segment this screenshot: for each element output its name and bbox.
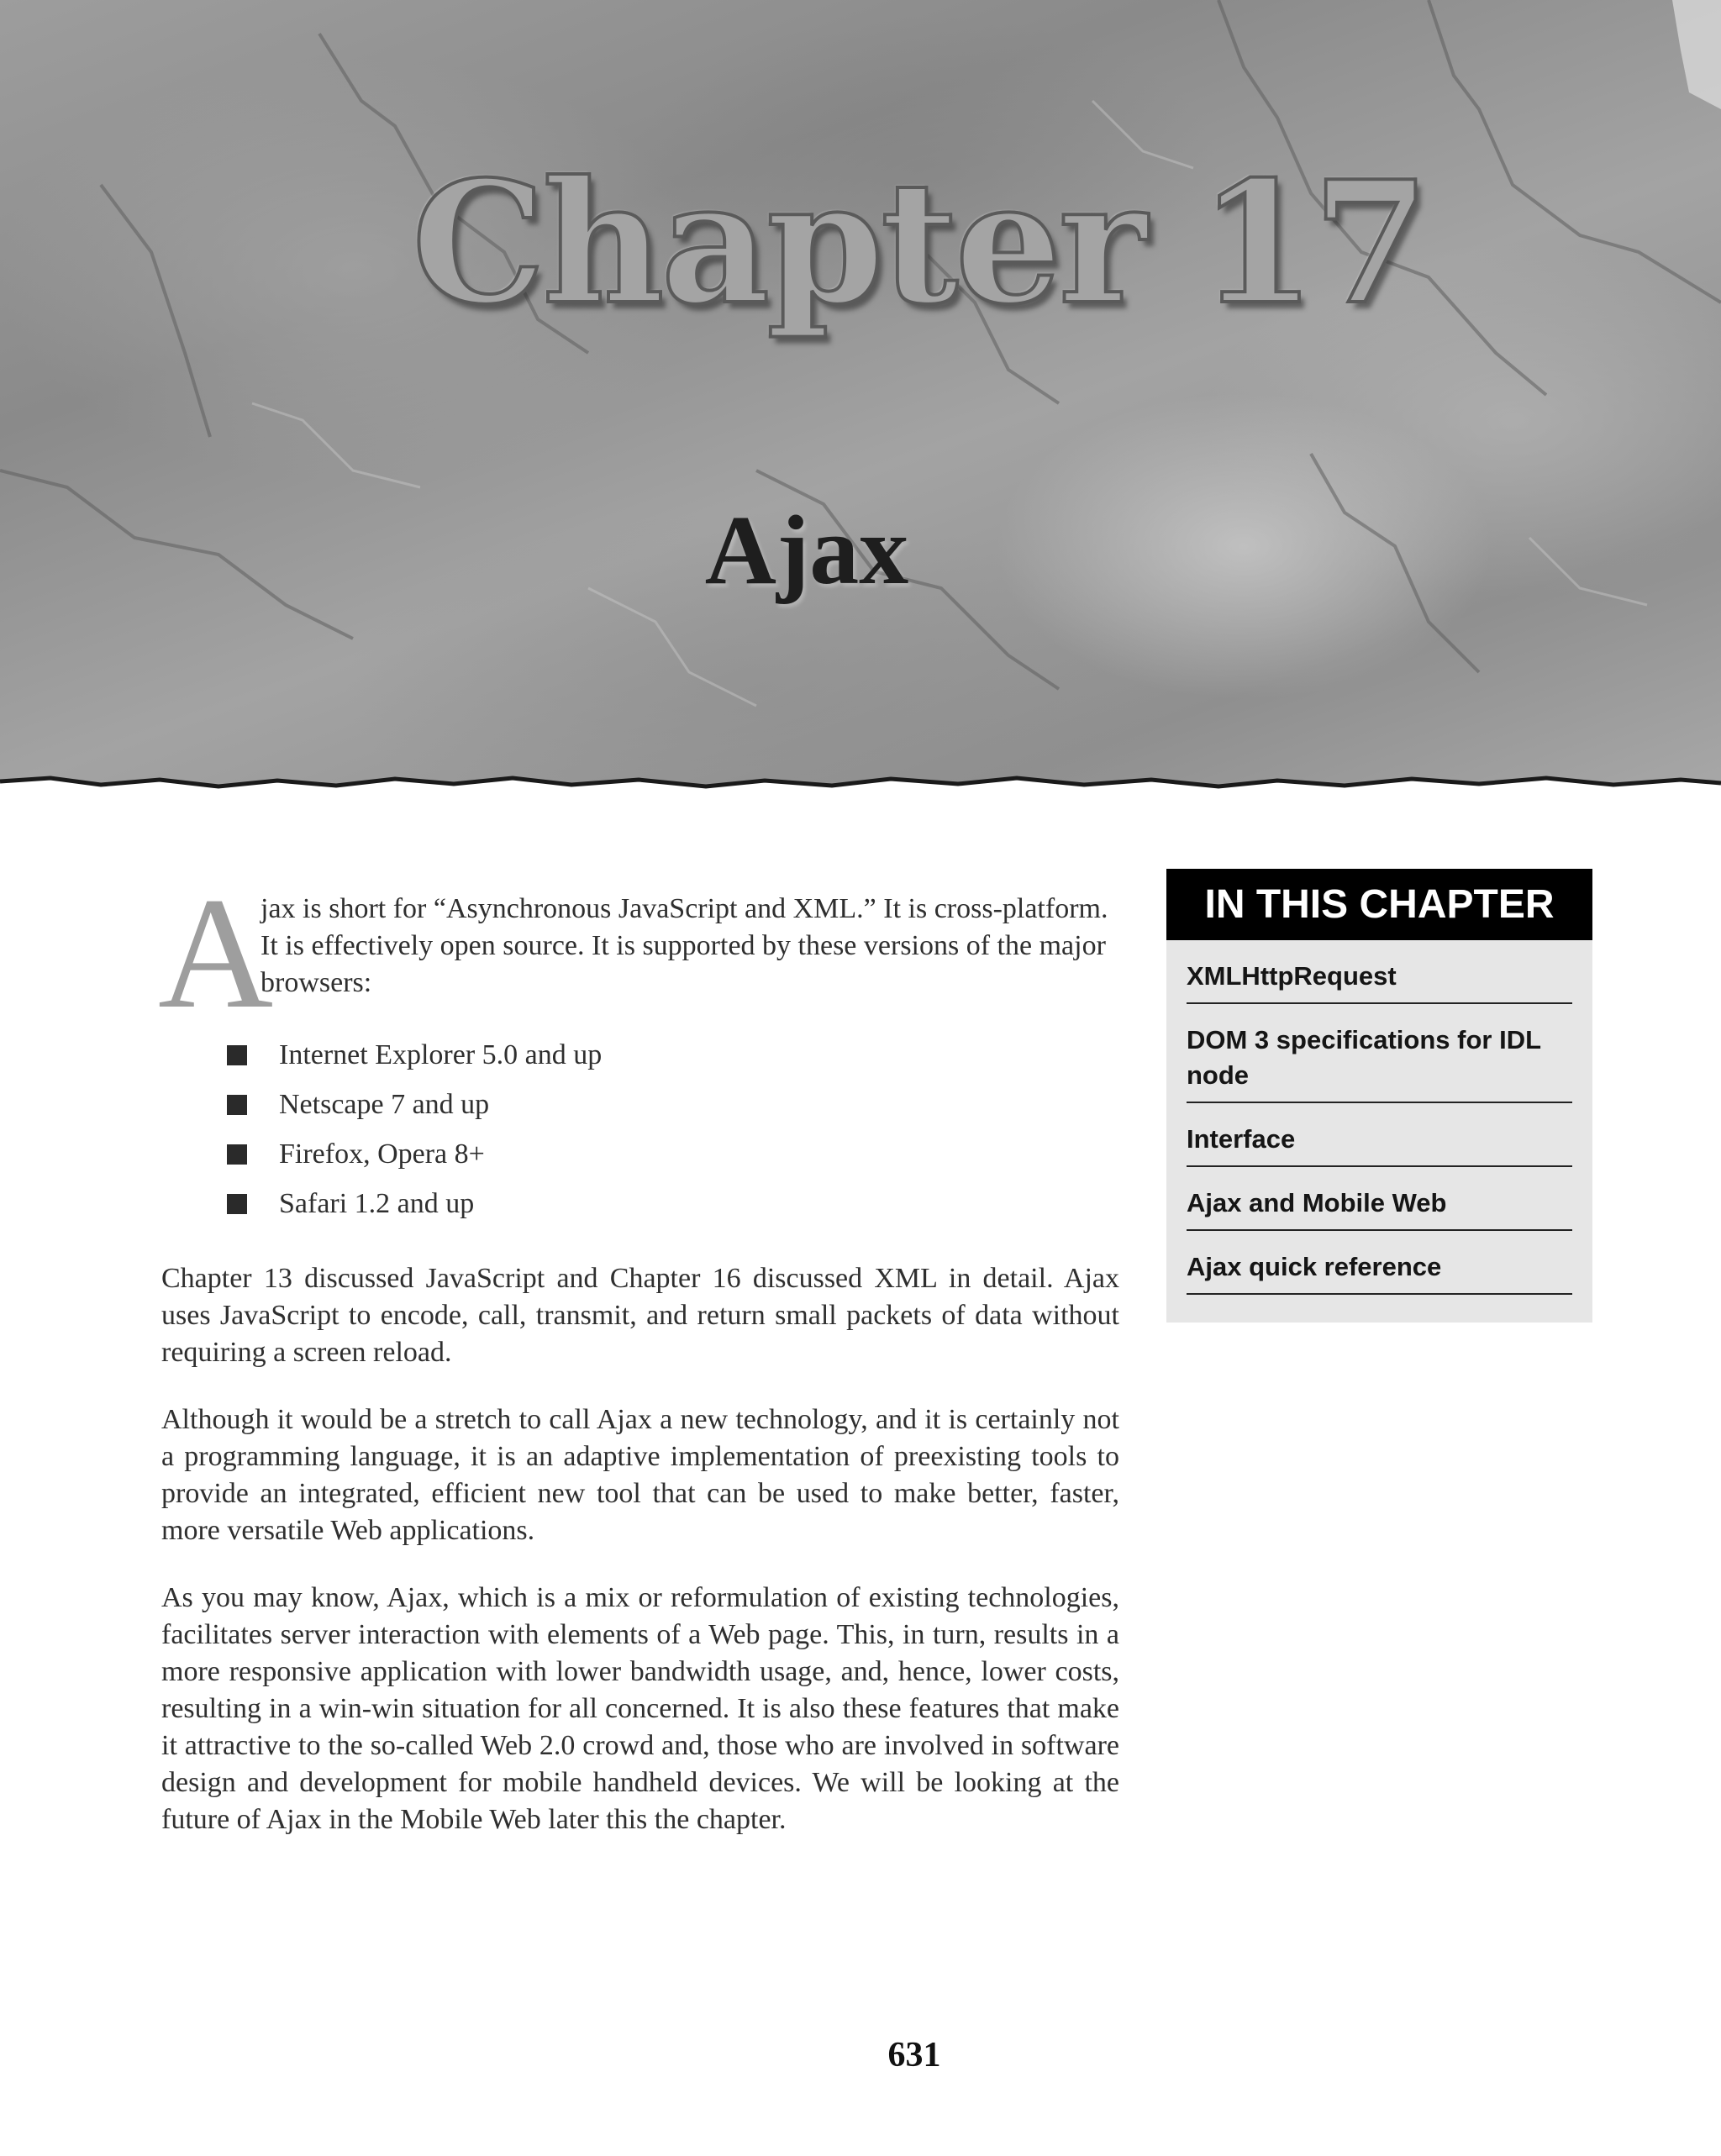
sidebar-heading: IN THIS CHAPTER	[1166, 869, 1592, 940]
bullet-square-icon	[227, 1144, 247, 1165]
browser-list	[227, 1030, 1119, 1228]
sidebar-item-ajax-quick-reference: Ajax quick reference	[1187, 1231, 1572, 1295]
list-item	[227, 1030, 1119, 1080]
intro-paragraph	[158, 865, 1119, 1042]
list-item	[227, 1080, 1119, 1129]
sidebar-item-dom3-specifications: DOM 3 specifications for IDL node	[1187, 1004, 1572, 1103]
list-item-text: Internet Explorer 5.0 and up	[279, 1039, 603, 1070]
list-item	[227, 1129, 1119, 1179]
main-text-column	[158, 865, 1119, 1838]
chapter-title: Ajax	[704, 495, 909, 605]
sidebar-item-interface: Interface	[1187, 1103, 1572, 1167]
body-paragraph: Although it would be a stretch to call Ajax a new technology, and it is certainly not a programming language, it is an adaptive implementation of preexisting tools to provide an integrated, efficient new tool that can be used to make better, faster, more versatile Web applications.	[161, 1404, 1119, 1546]
sidebar-item-ajax-mobile-web: Ajax and Mobile Web	[1187, 1167, 1572, 1231]
chapter-banner	[0, 0, 1721, 807]
bullet-square-icon	[227, 1045, 247, 1065]
drop-cap: A	[158, 865, 274, 1042]
list-item-text: Safari 1.2 and up	[279, 1188, 475, 1219]
list-item	[227, 1179, 1119, 1228]
page-number: 631	[887, 2036, 941, 2074]
bullet-square-icon	[227, 1095, 247, 1115]
body-paragraph: As you may know, Ajax, which is a mix or reformulation of existing technologies, facilitates server interaction with elements of a Web page. This, in turn, results in a more responsive application with lower bandwidth usage, and, hence, lower costs, resulting in a win-win situation for all concerned. It is also these features that make it attractive to the so-called Web 2.0 crowd and, those who are involved in software design and development for mobile handheld devices. We will be looking at the future of Ajax in the Mobile Web later this the chapter.	[161, 1582, 1119, 1835]
sidebar-topic-list	[1166, 940, 1592, 1295]
list-item-text: Netscape 7 and up	[279, 1089, 490, 1120]
body-paragraph: Chapter 13 discussed JavaScript and Chapter 16 discussed XML in detail. Ajax uses JavaScript to encode, call, transmit, and return small packets of data without requiring a screen reload.	[161, 1263, 1119, 1368]
intro-text: jax is short for “Asynchronous JavaScript and XML.” It is cross-platform. It is effectively open source. It is supported by these versions of the major browsers:	[261, 893, 1108, 998]
stone-texture	[0, 0, 1721, 807]
chapter-number: Chapter 17	[412, 145, 1426, 342]
bullet-square-icon	[227, 1194, 247, 1214]
in-this-chapter-sidebar	[1166, 869, 1592, 1323]
list-item-text: Firefox, Opera 8+	[279, 1138, 485, 1170]
sidebar-item-xmlhttprequest: XMLHttpRequest	[1187, 940, 1572, 1004]
